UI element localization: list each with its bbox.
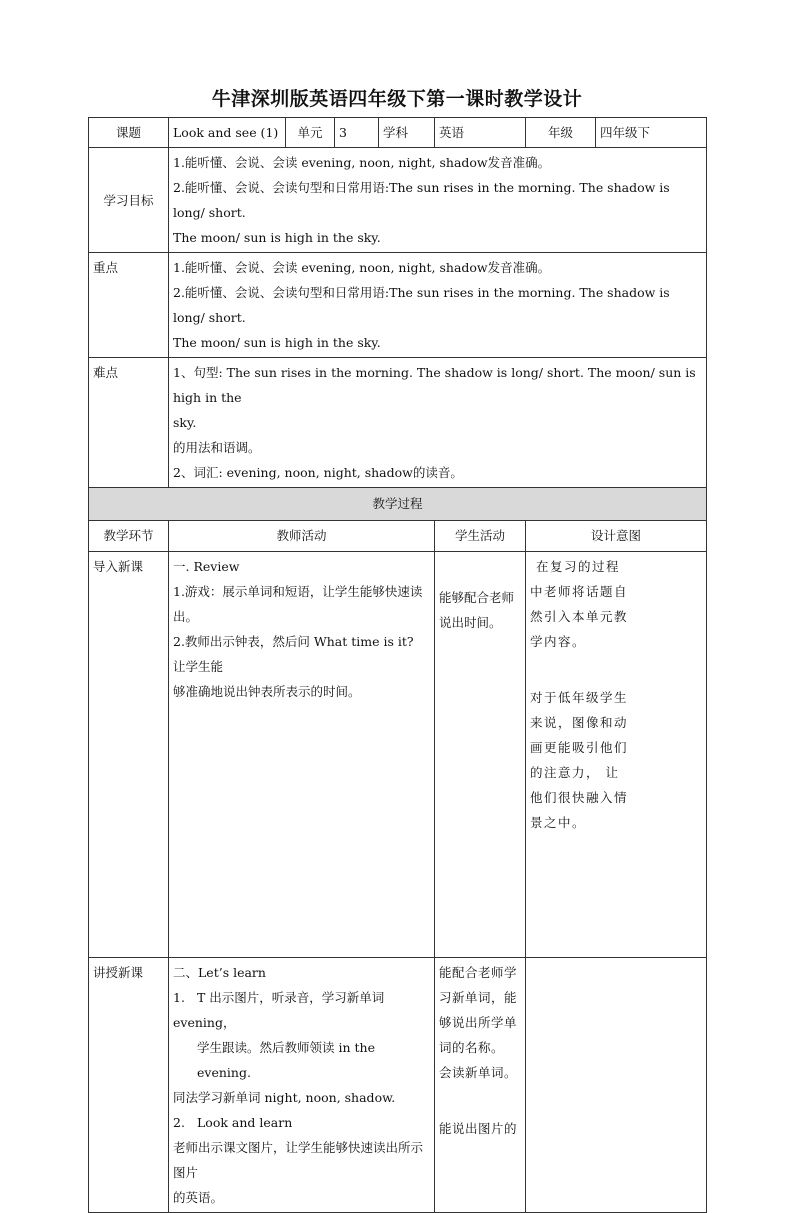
student-new-spacer xyxy=(439,1085,521,1116)
stage-new: 讲授新课 xyxy=(89,958,169,1213)
teacher-new-line-3: 同法学习新单词 night, noon, shadow. xyxy=(173,1090,396,1105)
student-activity-intro xyxy=(435,552,526,958)
difficulties-line-2: sky. xyxy=(173,415,197,430)
unit-value: 3 xyxy=(335,118,379,148)
teacher-new-item1-b: 学生跟读。然后教师领读 in the evening. xyxy=(197,1040,375,1080)
teacher-intro-line-2: 1.游戏：展示单词和短语，让学生能够快速读出。 xyxy=(173,584,423,624)
info-row xyxy=(89,118,707,148)
process-header-row xyxy=(89,521,707,552)
key-points-label: 重点 xyxy=(89,253,169,358)
student-new-line-2: 习新单词，能 xyxy=(439,990,518,1005)
design-intent-intro xyxy=(526,552,707,958)
page-title: 牛津深圳版英语四年级下第一课时教学设计 xyxy=(211,88,583,110)
header-stage: 教学环节 xyxy=(89,521,169,552)
teacher-new-item2: Look and learn xyxy=(197,1115,293,1130)
teacher-new-line-6: 的英语。 xyxy=(173,1190,224,1205)
grade-value: 四年级下 xyxy=(596,118,707,148)
subject-label: 学科 xyxy=(379,118,435,148)
teacher-activity-new xyxy=(169,958,435,1213)
teacher-new-heading: 二、Let’s learn xyxy=(173,965,266,980)
intent-line-6: 对于低年级学生 xyxy=(530,690,629,705)
intent-line-9: 的注意力， 让 xyxy=(530,765,620,780)
unit-label: 单元 xyxy=(286,118,335,148)
difficulties-line-1: 1、句型: The sun rises in the morning. The shadow is long/ short. The moon/ sun is high in the xyxy=(173,365,696,405)
intent-line-3: 然引入本单元教 xyxy=(530,609,629,624)
objectives-line-2: 2.能听懂、会说、会读句型和日常用语:The sun rises in the morning. The shadow is long/ short. xyxy=(173,180,670,220)
key-points-line-3: The moon/ sun is high in the sky. xyxy=(173,335,381,350)
intent-line-10: 他们很快融入情 xyxy=(530,790,629,805)
teacher-intro-line-3: 2.教师出示钟表，然后问 What time is it? 让学生能 xyxy=(173,634,414,674)
header-student: 学生活动 xyxy=(435,521,526,552)
process-heading-row xyxy=(89,488,707,521)
header-teacher: 教师活动 xyxy=(169,521,435,552)
intent-spacer xyxy=(530,654,702,685)
teacher-new-item2-num: 2. xyxy=(173,1115,185,1130)
objectives-content xyxy=(169,148,707,253)
grade-label: 年级 xyxy=(526,118,596,148)
intent-line-8: 画更能吸引他们 xyxy=(530,740,629,755)
subject-value: 英语 xyxy=(435,118,526,148)
process-row-new xyxy=(89,958,707,1213)
key-points-line-2: 2.能听懂、会说、会读句型和日常用语:The sun rises in the morning. The shadow is long/ short. xyxy=(173,285,670,325)
lesson-plan-table xyxy=(88,117,707,1213)
student-new-line-3: 够说出所学单 xyxy=(439,1015,518,1030)
student-new-line-4: 词的名称。 xyxy=(439,1040,505,1055)
teacher-new-item1-a: T 出示图片，听录音，学习新单词 evening， xyxy=(173,990,385,1030)
stage-intro: 导入新课 xyxy=(89,552,169,958)
student-new-line-1: 能配合老师学 xyxy=(439,965,518,980)
student-intro-line-1: 能够配合老师 xyxy=(439,590,515,605)
key-points-content xyxy=(169,253,707,358)
header-intent: 设计意图 xyxy=(526,521,707,552)
intent-line-1: 在复习的过程 xyxy=(536,559,621,574)
student-new-line-5: 会读新单词。 xyxy=(439,1065,518,1080)
intent-line-7: 来说，图像和动 xyxy=(530,715,629,730)
objectives-line-1: 1.能听懂、会说、会读 evening, noon, night, shadow发音准确。 xyxy=(173,155,551,170)
difficulties-line-3: 的用法和语调。 xyxy=(173,440,261,455)
teacher-activity-intro xyxy=(169,552,435,958)
difficulties-line-4: 2、词汇: evening, noon, night, shadow的读音。 xyxy=(173,465,463,480)
intent-line-4: 学内容。 xyxy=(530,634,587,649)
student-new-line-7: 能说出图片的 xyxy=(439,1121,518,1136)
teacher-intro-line-4: 够准确地说出钟表所表示的时间。 xyxy=(173,684,361,699)
key-points-row xyxy=(89,253,707,358)
student-intro-spacer xyxy=(439,554,521,585)
student-activity-new xyxy=(435,958,526,1213)
key-points-line-1: 1.能听懂、会说、会读 evening, noon, night, shadow发音准确。 xyxy=(173,260,551,275)
process-row-intro xyxy=(89,552,707,958)
objectives-line-3: The moon/ sun is high in the sky. xyxy=(173,230,381,245)
process-section-title: 教学过程 xyxy=(89,488,707,521)
difficulties-content xyxy=(169,358,707,488)
intent-line-11: 景之中。 xyxy=(530,815,587,830)
objectives-row xyxy=(89,148,707,253)
teacher-new-line-5: 老师出示课文图片，让学生能够快速读出所示图片 xyxy=(173,1140,424,1180)
difficulties-label: 难点 xyxy=(89,358,169,488)
objectives-label: 学习目标 xyxy=(89,148,169,253)
topic-label: 课题 xyxy=(89,118,169,148)
difficulties-row xyxy=(89,358,707,488)
student-intro-line-2: 说出时间。 xyxy=(439,615,502,630)
teacher-intro-line-1: 一. Review xyxy=(173,559,240,574)
teacher-new-item1-num: 1. xyxy=(173,990,185,1005)
design-intent-new xyxy=(526,958,707,1213)
topic-value: Look and see (1) xyxy=(169,118,286,148)
intent-line-2: 中老师将话题自 xyxy=(530,584,629,599)
